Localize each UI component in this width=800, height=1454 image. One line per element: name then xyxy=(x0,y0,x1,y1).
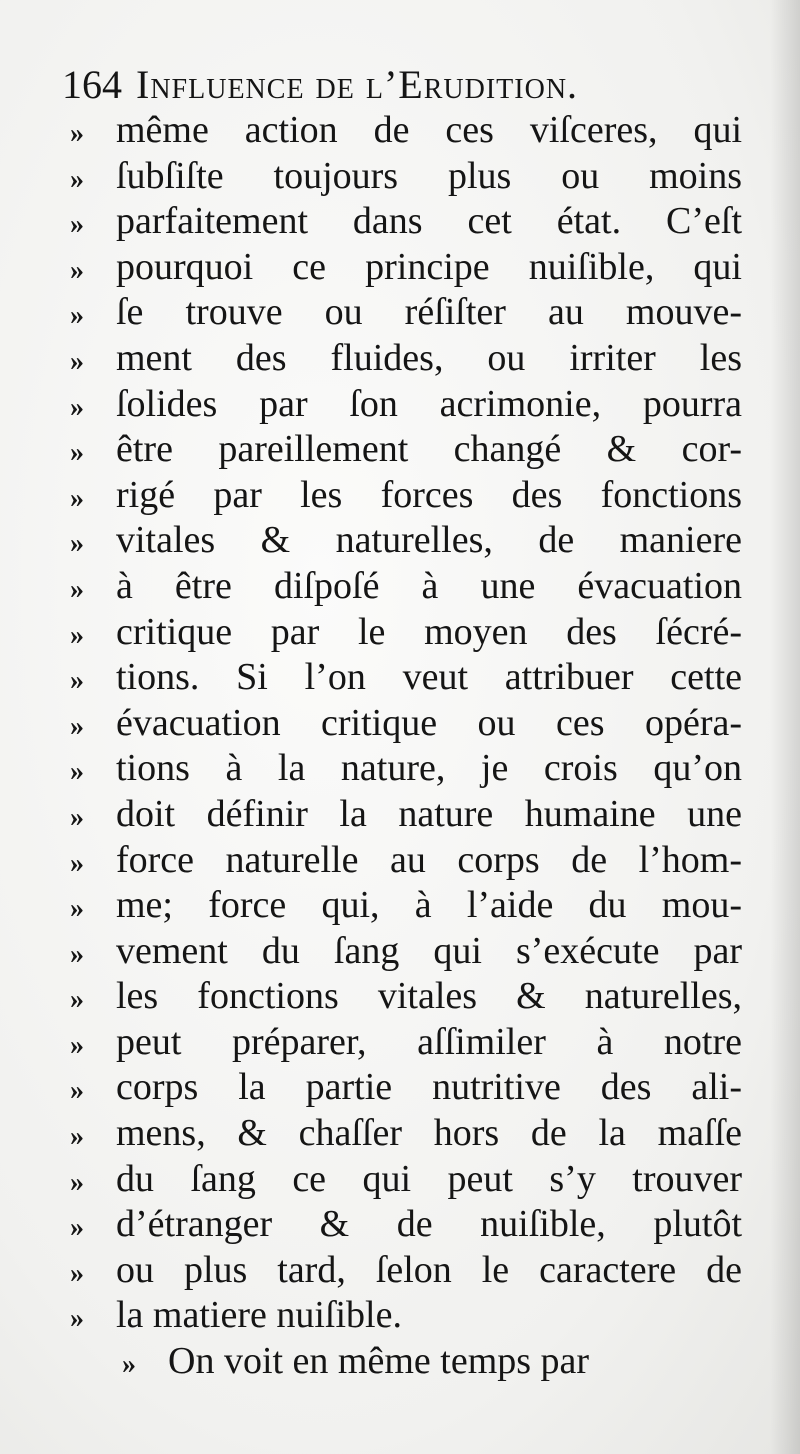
text-line-content: ſe trouve ou réſiſter au mouve- xyxy=(116,291,742,334)
text-line-content: évacuation critique ou ces opéra- xyxy=(116,701,742,744)
text-line-content: me; force qui, à l’aide du mou- xyxy=(116,884,742,927)
text-line xyxy=(70,427,742,473)
running-title: Influence de l’Erudition. xyxy=(136,62,579,107)
text-line xyxy=(70,518,742,564)
text-line xyxy=(70,336,742,382)
text-line-content: peut préparer, aſſimiler à notre xyxy=(116,1020,742,1063)
quotation-mark: » xyxy=(70,118,84,149)
page-edge-shadow xyxy=(770,0,800,1454)
text-line-content: les fonctions vitales & naturelles, xyxy=(116,975,742,1018)
quotation-mark: » xyxy=(70,665,84,697)
text-line-content: tions à la nature, je crois qu’on xyxy=(116,747,742,790)
quotation-mark: » xyxy=(70,437,84,469)
quotation-mark: » xyxy=(70,1212,84,1244)
text-line xyxy=(70,1157,742,1203)
text-line xyxy=(70,199,742,245)
quotation-mark: » xyxy=(70,1303,84,1335)
text-line-content: ment des fluides, ou irriter les xyxy=(116,336,742,379)
text-line-content: ſubſiſte toujours plus ou moins xyxy=(116,154,742,197)
text-line xyxy=(70,838,742,884)
text-line xyxy=(70,1202,742,1248)
quotation-mark: » xyxy=(70,756,84,788)
quotation-mark: » xyxy=(70,938,84,970)
text-line-content: d’étranger & de nuiſible, plutôt xyxy=(116,1203,742,1246)
text-line-content: ou plus tard, ſelon le caractere de xyxy=(116,1248,742,1291)
text-line xyxy=(70,1065,742,1111)
text-line xyxy=(70,655,742,701)
page-number: 164 xyxy=(62,62,122,107)
text-line-content: force naturelle au corps de l’hom- xyxy=(116,838,742,881)
text-line-content: critique par le moyen des ſécré- xyxy=(116,610,742,653)
text-line xyxy=(70,929,742,975)
quotation-mark: » xyxy=(70,1075,84,1107)
quotation-mark: » xyxy=(70,300,84,332)
text-line xyxy=(70,154,742,200)
text-line-content: être pareillement changé & cor- xyxy=(116,428,742,471)
text-line xyxy=(70,701,742,747)
quotation-mark: » xyxy=(70,209,84,241)
text-line xyxy=(70,473,742,519)
quotation-mark: » xyxy=(70,528,84,560)
text-line xyxy=(70,1293,742,1339)
text-line-content: pourquoi ce principe nuiſible, qui xyxy=(116,245,742,288)
text-line-content: même action de ces viſceres, qui xyxy=(116,109,742,151)
quotation-mark: » xyxy=(70,893,84,925)
text-line xyxy=(70,1248,742,1294)
text-line xyxy=(70,108,742,154)
text-line xyxy=(70,883,742,929)
quotation-mark: » xyxy=(70,1166,84,1198)
running-header xyxy=(62,60,702,110)
quotation-mark: » xyxy=(70,345,84,377)
quotation-mark: » xyxy=(70,847,84,879)
text-line xyxy=(70,290,742,336)
quotation-mark: » xyxy=(122,1349,136,1381)
text-line xyxy=(70,1339,742,1385)
quotation-mark: » xyxy=(70,573,84,605)
text-line-content: vitales & naturelles, de maniere xyxy=(116,519,742,562)
text-line xyxy=(70,610,742,656)
quotation-mark: » xyxy=(70,619,84,651)
text-line xyxy=(70,564,742,610)
quotation-mark: » xyxy=(70,801,84,833)
quotation-mark: » xyxy=(70,254,84,286)
text-line-content: parfaitement dans cet état. C’eſt xyxy=(116,200,742,243)
text-line-content: ſolides par ſon acrimonie, pourra xyxy=(116,382,742,425)
text-line xyxy=(70,974,742,1020)
text-line-content: la matiere nuiſible. xyxy=(116,1294,402,1337)
text-line-content: vement du ſang qui s’exécute par xyxy=(116,929,742,972)
text-line-content: rigé par les forces des fonctions xyxy=(116,473,742,516)
text-line-content: corps la partie nutritive des ali- xyxy=(116,1066,742,1109)
body-text xyxy=(70,108,742,1385)
text-line xyxy=(70,746,742,792)
text-line-content: doit définir la nature humaine une xyxy=(116,792,742,835)
text-line xyxy=(70,1020,742,1066)
quotation-mark: » xyxy=(70,710,84,742)
text-line-content: On voit en même temps par xyxy=(168,1340,590,1383)
quotation-mark: » xyxy=(70,163,84,195)
text-line xyxy=(70,382,742,428)
quotation-mark: » xyxy=(70,391,84,423)
quotation-mark: » xyxy=(70,482,84,514)
quotation-mark: » xyxy=(70,1257,84,1289)
text-line-content: à être diſpoſé à une évacuation xyxy=(116,564,742,607)
text-line xyxy=(70,1111,742,1157)
quotation-mark: » xyxy=(70,984,84,1016)
text-line-content: du ſang ce qui peut s’y trouver xyxy=(116,1157,742,1200)
text-line xyxy=(70,792,742,838)
quotation-mark: » xyxy=(70,1029,84,1061)
quotation-mark: » xyxy=(70,1121,84,1153)
text-line-content: tions. Si l’on veut attribuer cette xyxy=(116,656,742,699)
text-line xyxy=(70,245,742,291)
text-line-content: mens, & chaſſer hors de la maſſe xyxy=(116,1112,742,1155)
